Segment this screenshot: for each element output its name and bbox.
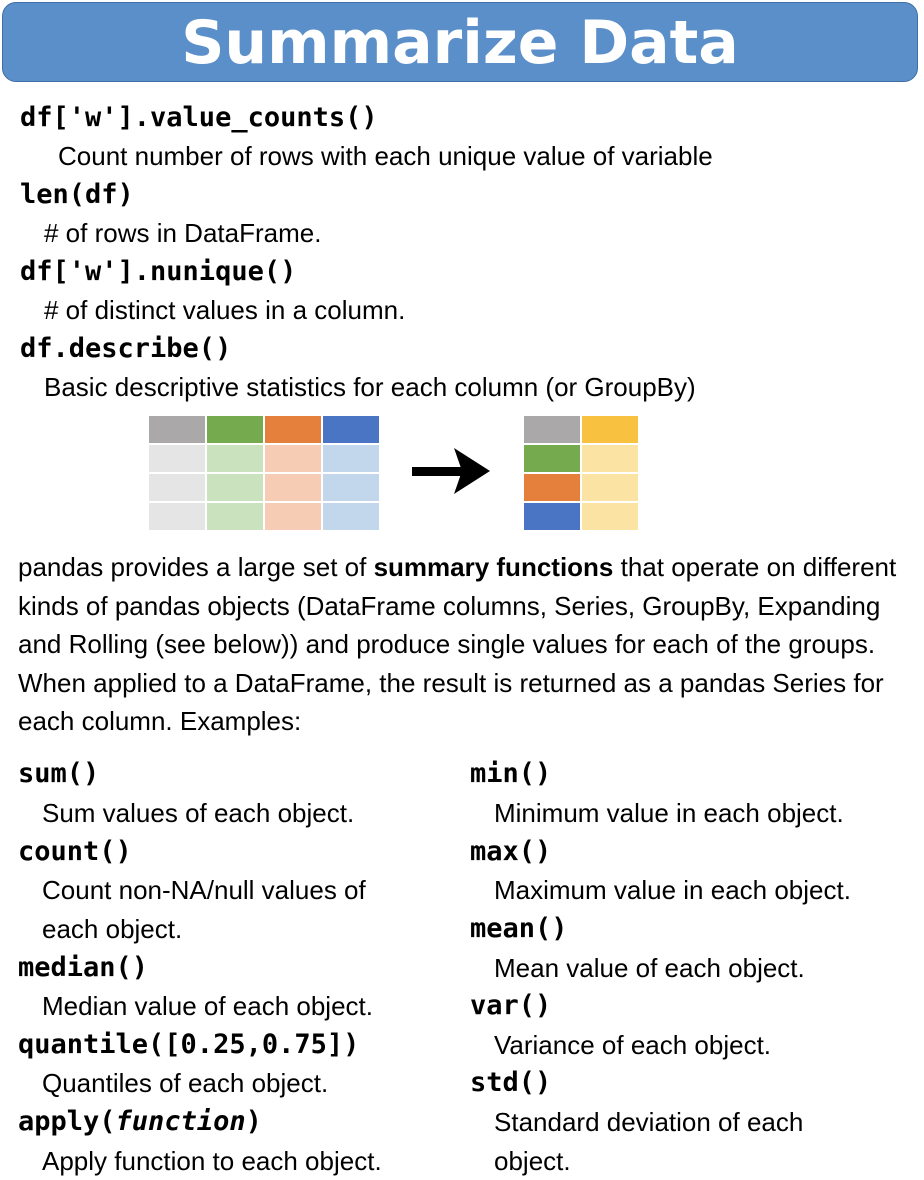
paragraph-text-end: that operate on different kinds of pandas objects (DataFrame columns, Series, GroupBy, Expanding and Rolling (see below)) and produce single values for each of the groups. When applied to a DataFrame, the result is returned as a pandas Series for each column. Examples: <box>18 552 897 736</box>
value-counts-desc: Count number of rows with each unique value of variable <box>58 141 713 171</box>
sum-code: sum() <box>18 758 100 789</box>
var-code: var() <box>470 990 552 1021</box>
apply-code-arg: function <box>115 1106 246 1137</box>
quantile-code: quantile([0.25,0.75]) <box>18 1029 360 1060</box>
source-body-cell <box>207 474 263 501</box>
result-value-cell <box>582 474 638 501</box>
nunique-code: df['w'].nunique() <box>20 256 297 287</box>
summary-paragraph <box>18 548 918 741</box>
right-arrow-icon <box>412 448 492 494</box>
describe-code: df.describe() <box>20 333 232 364</box>
std-desc-line1: Standard deviation of each <box>494 1107 804 1137</box>
result-value-cell <box>582 503 638 530</box>
apply-code-start: apply( <box>18 1106 116 1137</box>
std-desc-line2: object. <box>494 1146 571 1176</box>
source-body-cell <box>323 474 379 501</box>
source-body-cell <box>207 445 263 472</box>
mean-desc: Mean value of each object. <box>494 953 805 983</box>
median-code: median() <box>18 952 149 983</box>
source-body-cell <box>207 503 263 530</box>
source-header-cell <box>207 416 263 443</box>
count-desc-line1: Count non-NA/null values of <box>42 875 366 905</box>
apply-code-end: ) <box>245 1106 262 1137</box>
paragraph-text-start: pandas provides a large set of <box>18 552 374 582</box>
source-body-cell <box>265 445 321 472</box>
title-banner <box>2 2 918 82</box>
count-code: count() <box>18 836 132 867</box>
result-value-cell <box>582 416 638 443</box>
mean-code: mean() <box>470 913 568 944</box>
len-desc: # of rows in DataFrame. <box>44 218 322 248</box>
apply-code <box>18 1106 262 1138</box>
page-title: Summarize Data <box>181 8 739 78</box>
result-value-cell <box>582 445 638 472</box>
paragraph-bold-term: summary functions <box>373 552 614 582</box>
len-code: len(df) <box>20 179 134 210</box>
source-body-cell <box>265 474 321 501</box>
source-body-cell <box>323 445 379 472</box>
result-key-cell <box>524 445 580 472</box>
apply-desc: Apply function to each object. <box>42 1146 382 1176</box>
result-key-cell <box>524 474 580 501</box>
source-body-cell <box>323 503 379 530</box>
value-counts-code: df['w'].value_counts() <box>20 102 378 133</box>
source-body-cell <box>149 503 205 530</box>
min-code: min() <box>470 758 552 789</box>
max-code: max() <box>470 836 552 867</box>
quantile-desc: Quantiles of each object. <box>42 1068 329 1098</box>
count-desc-line2: each object. <box>42 914 183 944</box>
source-header-cell <box>149 416 205 443</box>
source-header-cell <box>323 416 379 443</box>
source-body-cell <box>265 503 321 530</box>
var-desc: Variance of each object. <box>494 1030 772 1060</box>
describe-desc: Basic descriptive statistics for each column (or GroupBy) <box>44 372 696 402</box>
nunique-desc: # of distinct values in a column. <box>44 295 406 325</box>
min-desc: Minimum value in each object. <box>494 798 844 828</box>
result-key-cell <box>524 503 580 530</box>
sum-desc: Sum values of each object. <box>42 798 355 828</box>
source-body-cell <box>149 445 205 472</box>
median-desc: Median value of each object. <box>42 991 373 1021</box>
source-header-cell <box>265 416 321 443</box>
max-desc: Maximum value in each object. <box>494 875 851 905</box>
std-code: std() <box>470 1067 552 1098</box>
result-key-cell <box>524 416 580 443</box>
source-body-cell <box>149 474 205 501</box>
